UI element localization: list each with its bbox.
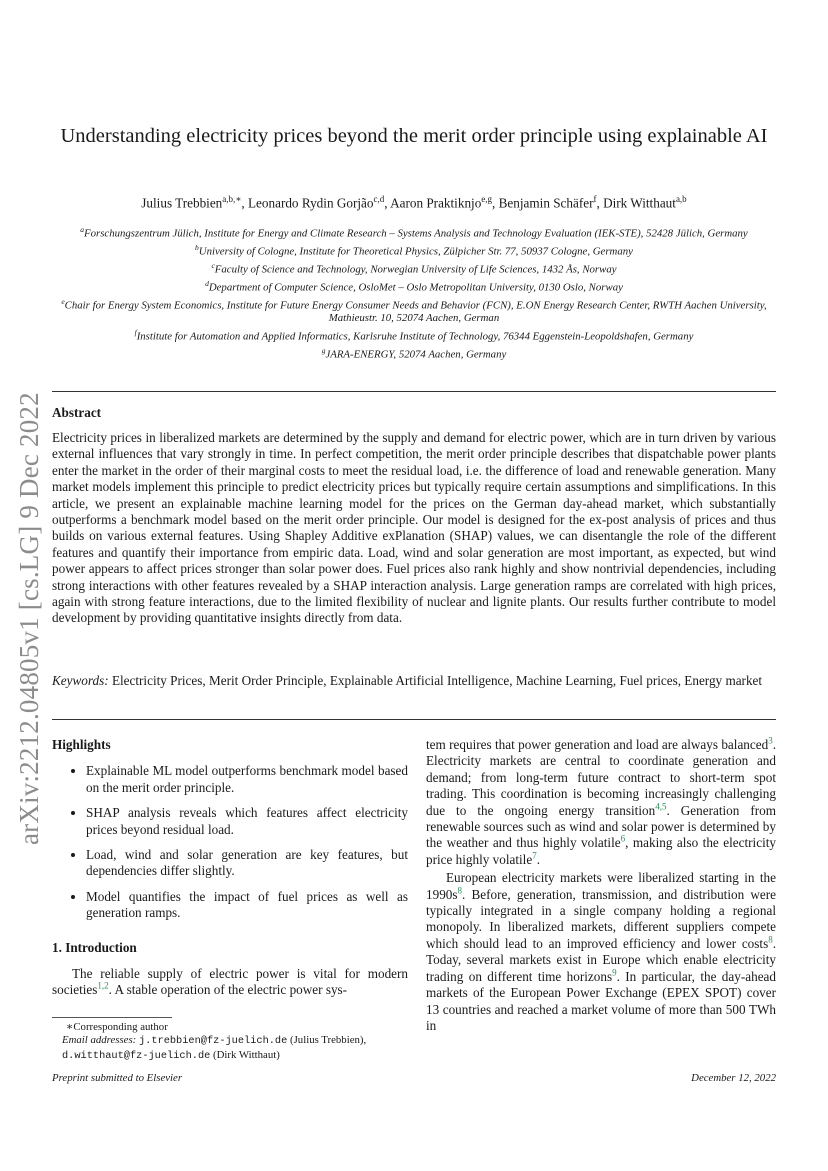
author-name: Leonardo Rydin Gorjão bbox=[248, 195, 374, 211]
highlight-item: • Model quantifies the impact of fuel prices as well as generation ramps. bbox=[86, 889, 408, 922]
highlight-item: • Explainable ML model outperforms benchmark model based on the merit order principle. bbox=[86, 763, 408, 796]
email-addresses bbox=[52, 1034, 408, 1063]
author-list: Julius Trebbien$^{a,b,∗}$, Leonardo Rydin Gorjão$^{c,d}$, Aaron Praktiknjo$^{e,g}$, Benjamin Schäfer$^f$, Dirk Witthaut$^{a,b}$ bbox=[141, 194, 687, 211]
highlight-item: • Load, wind and solar generation are key features, but dependencies differ slightly. bbox=[86, 847, 408, 880]
intro-text-segment: The reliable supply of electric power is vital for modern societies bbox=[52, 966, 408, 998]
affiliation-sup: c bbox=[211, 260, 215, 270]
affiliation-sup: g bbox=[321, 345, 326, 355]
affiliation-text: JARA-ENERGY, 52074 Aachen, Germany bbox=[325, 348, 507, 361]
affiliation-sup: e bbox=[61, 296, 65, 306]
body-paragraph bbox=[426, 737, 776, 868]
affiliation bbox=[52, 326, 776, 344]
author-affil-sup: a,b bbox=[675, 194, 687, 204]
paper-title: Understanding electricity prices beyond the merit order principle using explainable AI bbox=[60, 125, 768, 147]
introduction-heading: 1. Introduction bbox=[52, 939, 137, 955]
affiliation-text: Faculty of Science and Technology, Norwegian University of Life Sciences, 1432 Ås, Norway bbox=[214, 263, 617, 276]
citation-link[interactable]: 6 bbox=[620, 834, 626, 845]
affiliation-text: University of Cologne, Institute for Theoretical Physics, Zülpicher Str. 77, 50937 Cologne, Germany bbox=[198, 245, 633, 258]
date-note: December 12, 2022 bbox=[691, 1072, 776, 1084]
corresponding-author-note: ∗Corresponding author bbox=[66, 1021, 168, 1033]
citation-link[interactable]: 9 bbox=[612, 967, 617, 978]
affiliation bbox=[52, 259, 776, 277]
author-name: Aaron Praktiknjo bbox=[390, 195, 482, 211]
affiliation-sup: b bbox=[195, 242, 199, 252]
author-name: Julius Trebbien bbox=[141, 195, 223, 211]
affiliation-list bbox=[52, 223, 776, 362]
keywords-label: Keywords: bbox=[52, 673, 109, 688]
citation-link[interactable]: 4,5 bbox=[655, 801, 667, 812]
keywords bbox=[52, 673, 776, 689]
footnote-rule bbox=[52, 1017, 172, 1018]
body-text-segment: . In particular, the day-ahead markets of the European Power Exchange (EPEX SPOT) cover 13 countries and reached a market volume of more than 500 TWh in bbox=[426, 968, 776, 1033]
email-link[interactable]: j.trebbien@fz-juelich.de bbox=[138, 1035, 288, 1048]
keywords-text: Electricity Prices, Merit Order Principle, Explainable Artificial Intelligence, Machine Learning, Fuel prices, Energy market bbox=[111, 673, 763, 688]
affiliation-text: Chair for Energy System Economics, Institute for Future Energy Consumer Needs and Behavior (FCN), E.ON Energy Research Center, RWTH Aachen University, Mathieustr. 10, 52074 Aachen, German bbox=[64, 299, 767, 325]
citation-link[interactable]: 8 bbox=[768, 934, 773, 945]
author-affil-sup: f bbox=[593, 194, 597, 204]
highlight-item: • SHAP analysis reveals which features affect electricity prices beyond residual load. bbox=[86, 805, 408, 838]
body-text-segment: . Today, several markets exist in Europe which enable electricity trading on different time horizons bbox=[426, 935, 776, 984]
affiliation-sup: a bbox=[80, 225, 85, 234]
body-text-segment: . Generation from renewable sources such as wind and solar power is determined by the weather and thus highly volatile bbox=[426, 802, 777, 851]
abstract-text: Electricity prices in liberalized markets are determined by the supply and demand for electric power, which are in turn driven by various external influences that vary strongly in time. In perfect competition, the merit order principle describes that dispatchable power plants enter the market in the order of their marginal costs to meet the residual load, i.e. the difference of load and renewable generation. Many market models implement this principle to predict electricity prices but typically require certain assumptions and simplifications. In this article, we present an explainable machine learning model for the prices on the German day-ahead market, which substantially outperforms a benchmark model based on the merit order principle. Our model is designed for the ex-post analysis of prices and thus builds on various external features. Using Shapley Additive exPlanation (SHAP) values, we can disentangle the role of the different features and quantify their importance from empiric data. Load, wind and solar generation are most important, as expected, but wind power appears to affect prices stronger than solar power does. Fuel prices also rank highly and show nontrivial dependencies, including strong interactions with other features revealed by a SHAP interaction analysis. Large generation ramps are correlated with high prices, again with strong feature interactions, due to the limited flexibility of nuclear and lignite plants. Our results further contribute to model development by providing quantitative insights directly from data. bbox=[52, 430, 776, 626]
email-owner: (Dirk Witthaut) bbox=[213, 1048, 280, 1061]
email-label: Email addresses: bbox=[62, 1034, 137, 1047]
affiliation-sup: d bbox=[205, 278, 209, 288]
body-text-segment: , making also the electricity price highly volatile bbox=[426, 835, 776, 867]
citation-link[interactable]: 8 bbox=[457, 885, 463, 896]
affiliation-text: Forschungszentrum Jülich, Institute for Energy and Climate Research – Systems Analysis and Technology Evaluation (IEK-STE), 52428 Jülich, Germany bbox=[84, 227, 748, 240]
arxiv-identifier: arXiv:2212.04805v1 [cs.LG] 9 Dec 2022 bbox=[14, 392, 44, 845]
affiliation bbox=[52, 223, 776, 241]
affiliation bbox=[52, 277, 776, 295]
affiliation-text: Department of Computer Science, OsloMet – Oslo Metropolitan University, 0130 Oslo, Norway bbox=[208, 281, 623, 294]
author-name: Dirk Witthaut bbox=[603, 195, 676, 211]
highlights-list bbox=[52, 763, 408, 921]
body-text-segment: . bbox=[536, 851, 540, 867]
footnote bbox=[52, 1021, 408, 1063]
affiliation bbox=[52, 344, 776, 362]
intro-text-segment: . A stable operation of the electric power sys- bbox=[108, 982, 348, 998]
author-affil-sup: e,g bbox=[481, 194, 493, 204]
affiliation bbox=[52, 295, 776, 326]
author-name: Benjamin Schäfer bbox=[498, 195, 594, 211]
citation-link[interactable]: 3 bbox=[768, 735, 773, 746]
body-text-segment: . Before, generation, transmission, and distribution were typically integrated in a single company holding a regional monopoly. In liberalized markets, different suppliers compete which should lead to an improved efficiency and lower costs bbox=[426, 886, 776, 951]
affiliation bbox=[52, 241, 776, 259]
body-text-segment: tem requires that power generation and load are always balanced bbox=[426, 737, 769, 752]
body-paragraph bbox=[426, 870, 776, 1034]
citation-link[interactable]: 1,2 bbox=[97, 981, 109, 992]
author-affil-sup: a,b,∗ bbox=[222, 194, 242, 204]
author-affil-sup: c,d bbox=[373, 194, 385, 204]
affiliation-text: Institute for Automation and Applied Informatics, Karlsruhe Institute of Technology, 76344 Eggenstein-Leopoldshafen, Germany bbox=[136, 330, 694, 343]
preprint-note: Preprint submitted to Elsevier bbox=[52, 1072, 183, 1084]
email-owner: (Julius Trebbien), bbox=[290, 1034, 367, 1047]
body-text-segment: . Electricity markets are central to coordinate generation and demand; from long-term future contract to short-term spot trading. This coordination is becoming increasingly challenging due to the ongoing energy transition bbox=[426, 737, 776, 818]
introduction-paragraph bbox=[52, 966, 408, 999]
left-column bbox=[52, 737, 408, 999]
abstract-bottom-rule bbox=[52, 719, 776, 720]
right-column bbox=[426, 737, 776, 1034]
highlights-heading: Highlights bbox=[52, 737, 111, 752]
affiliation-sup: f bbox=[134, 327, 137, 337]
abstract-heading: Abstract bbox=[52, 405, 102, 420]
citation-link[interactable]: 7 bbox=[532, 850, 537, 861]
abstract-top-rule bbox=[52, 391, 776, 392]
body-text-segment: European electricity markets were liberalized starting in the 1990s bbox=[426, 870, 776, 902]
email-link[interactable]: d.witthaut@fz-juelich.de bbox=[62, 1049, 211, 1062]
